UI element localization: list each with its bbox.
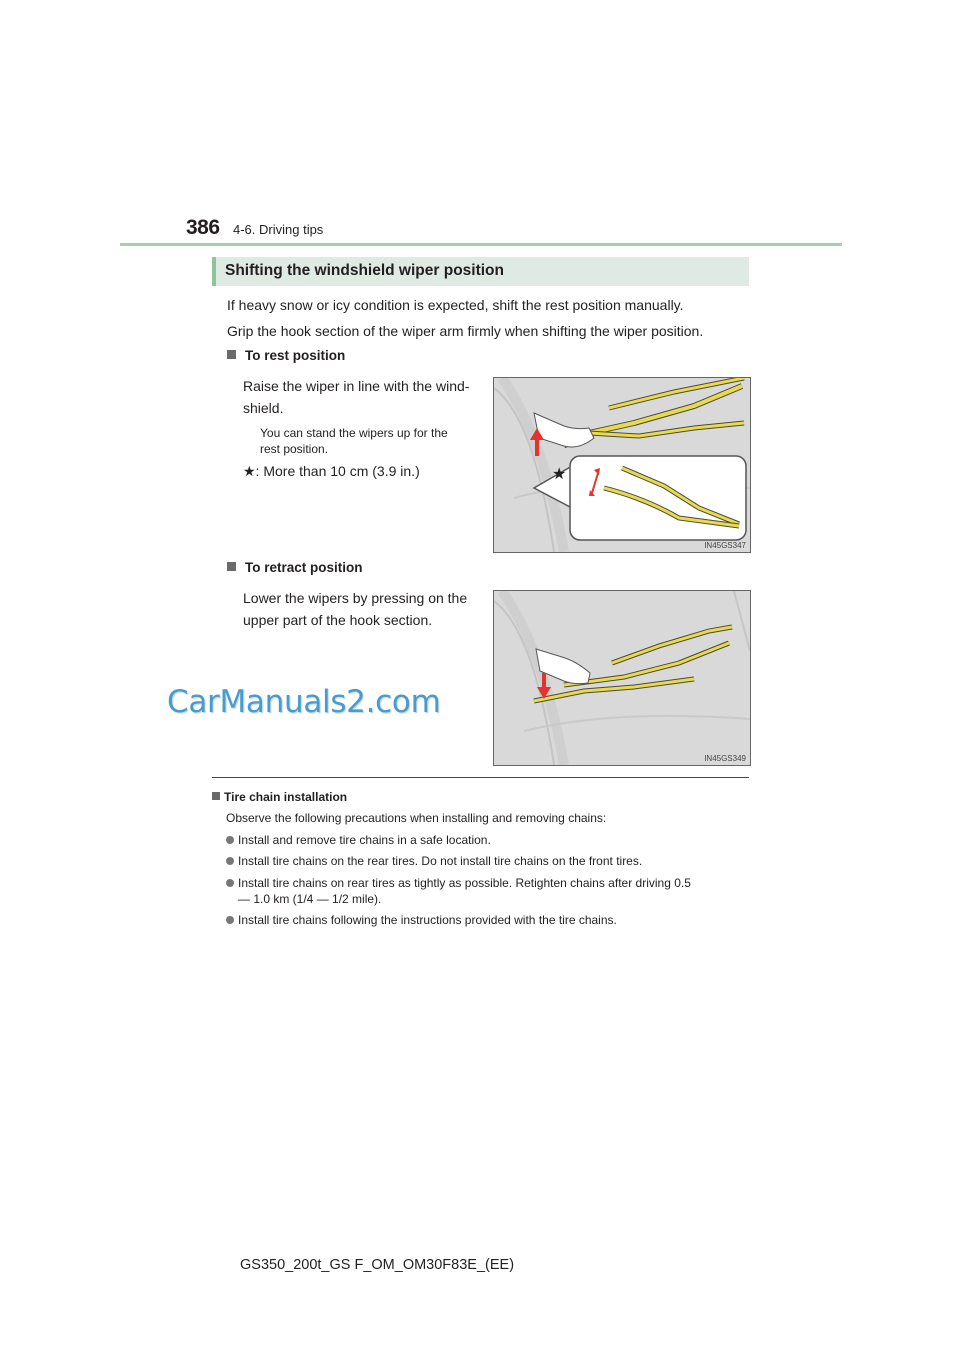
retract-position-title: To retract position xyxy=(227,560,363,575)
tire-chain-title: Tire chain installation xyxy=(212,789,347,806)
rest-position-title: To rest position xyxy=(227,348,345,363)
section-title: 4-6. Driving tips xyxy=(233,222,324,237)
tire-chain-bullet-2: Install tire chains on the rear tires. Do not install tire chains on the front tires. xyxy=(226,853,751,869)
page-number: 386 xyxy=(186,216,220,239)
star-note: ★: More than 10 cm (3.9 in.) xyxy=(243,463,420,479)
bullet-dot-icon xyxy=(226,857,234,865)
tire-chain-bullet-4: Install tire chains following the instructions provided with the tire chains. xyxy=(226,912,751,928)
rest-position-note: You can stand the wipers up for the rest position. xyxy=(260,426,448,456)
square-bullet-icon xyxy=(212,792,220,800)
bullet-dot-icon xyxy=(226,836,234,844)
section-heading xyxy=(212,257,749,286)
intro-paragraph-1: If heavy snow or icy condition is expected, shift the rest position manually. xyxy=(227,297,684,313)
header-rule xyxy=(120,243,842,246)
figure-code-rest: IN45GS347 xyxy=(704,541,746,550)
tire-chain-intro: Observe the following precautions when installing and removing chains: xyxy=(226,811,607,825)
square-bullet-icon xyxy=(227,562,236,571)
section-separator xyxy=(212,777,749,778)
rest-position-step: Raise the wiper in line with the wind- shield. xyxy=(243,378,470,416)
bullet-dot-icon xyxy=(226,879,234,887)
rest-position-figure xyxy=(493,377,751,553)
retract-position-step: Lower the wipers by pressing on the upper part of the hook section. xyxy=(243,590,468,628)
square-bullet-icon xyxy=(227,350,236,359)
figure-code-retract: IN45GS349 xyxy=(704,754,746,763)
tire-chain-bullet-3: Install tire chains on rear tires as tightly as possible. Retighten chains after driving 0.5 — 1.0 km (1/4 — 1/2 mile). xyxy=(226,875,751,907)
watermark: CarManuals2.com xyxy=(167,684,441,720)
footer-code: GS350_200t_GS F_OM_OM30F83E_(EE) xyxy=(240,1257,515,1273)
wiper-retract-illustration xyxy=(494,591,750,765)
star-marker: ★ xyxy=(552,466,567,483)
section-heading-text: Shifting the windshield wiper position xyxy=(225,262,504,279)
tire-chain-bullet-1: Install and remove tire chains in a safe location. xyxy=(226,832,751,848)
intro-paragraph-2: Grip the hook section of the wiper arm firmly when shifting the wiper position. xyxy=(227,323,704,339)
wiper-rest-illustration xyxy=(494,378,750,552)
bullet-dot-icon xyxy=(226,916,234,924)
retract-position-figure xyxy=(493,590,751,766)
